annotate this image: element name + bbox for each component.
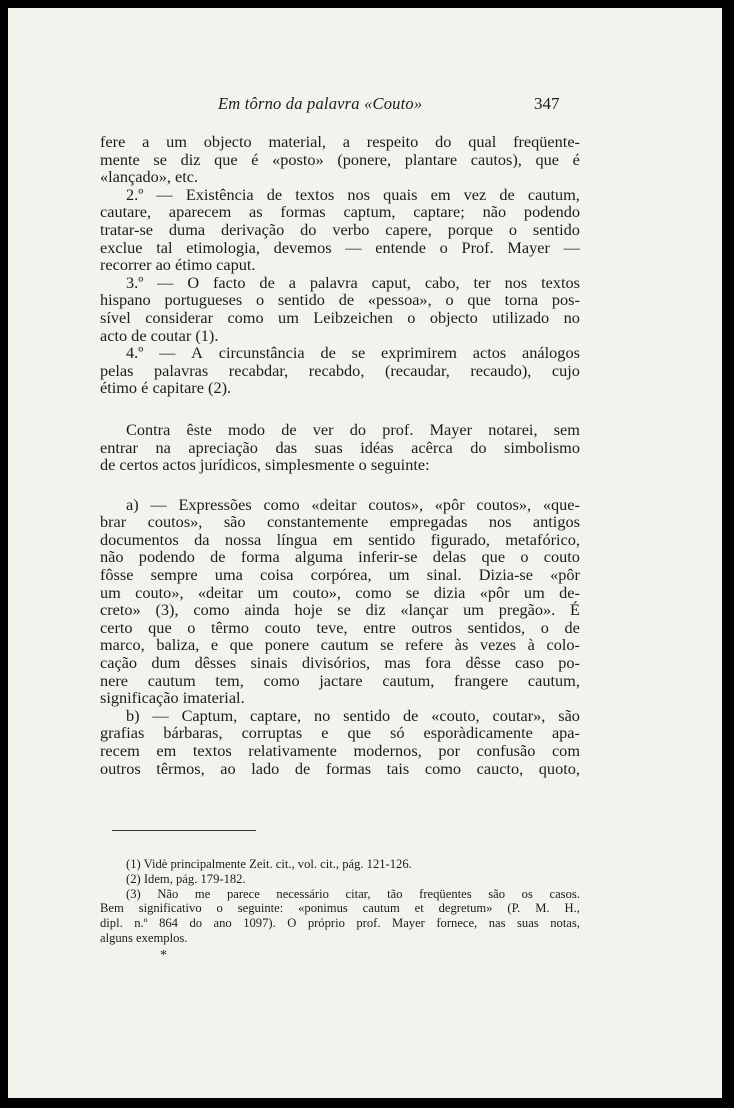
text-line: «lançado», etc.: [100, 167, 199, 187]
footnote-rule: [112, 830, 256, 831]
text-line: exclue tal etimologia, devemos — entende o Prof. Mayer —: [100, 237, 580, 257]
footnote-line: Bem significativo o seguinte: «ponimus cautum et degretum» (P. M. H.,: [100, 901, 580, 916]
footnotes: [100, 857, 580, 946]
footnote-line: (1) Vidè principalmente Zeit. cit., vol. cit., pág. 121-126.: [126, 857, 412, 871]
text-line: documentos da nossa língua em sentido figurado, metafórico,: [100, 529, 580, 549]
running-title: Em tôrno da palavra «Couto»: [218, 94, 423, 113]
text-line: cação dum dêsses sinais divisórios, mas fora dêsse caso po-: [100, 653, 580, 673]
text-line: 4.º — A circunstância de se exprimirem actos análogos: [126, 343, 580, 363]
text-line: certo que o têrmo couto teve, entre outros sentidos, o de: [100, 617, 580, 637]
page-number: 347: [534, 94, 560, 113]
text-line: cautare, aparecem as formas captum, captare; não podendo: [100, 202, 580, 222]
text-line: tratar-se duma derivação do verbo capere, porque o sentido: [100, 219, 580, 239]
text-line: entrar na apreciação das suas idéas acêrca do simbolismo: [100, 437, 580, 457]
text-line: de certos actos jurídicos, simplesmente o seguinte:: [100, 455, 430, 475]
text-line: 2.º — Existência de textos nos quais em vez de cautum,: [126, 184, 580, 204]
text-line: étimo é capitare (2).: [100, 378, 232, 398]
text-line: grafias bárbaras, corruptas e que só esporàdicamente apa-: [100, 723, 580, 743]
text-line: recem em textos relativamente modernos, por confusão com: [100, 741, 580, 760]
text-line: fôsse sempre uma coisa corpórea, um sinal. Dizia-se «pôr: [100, 565, 580, 585]
text-line: hispano portugueses o sentido de «pessoa», o que torna pos-: [100, 290, 580, 310]
text-line: b) — Captum, captare, no sentido de «couto, coutar», são: [126, 705, 580, 725]
text-line: creto» (3), como ainda hoje se diz «lançar um pregão». É: [100, 600, 580, 620]
asterisk-mark: *: [160, 948, 167, 963]
footnote-line: alguns exemplos.: [100, 930, 188, 945]
text-line: a) — Expressões como «deitar coutos», «pôr coutos», «que-: [126, 494, 580, 514]
footnote-line: (2) Idem, pág. 179-182.: [126, 871, 246, 886]
text-line: marco, baliza, e que ponere cautum se refere às vezes à colo-: [100, 635, 580, 655]
text-line: nere cautum tem, como jactare cautum, frangere cautum,: [100, 670, 580, 690]
body-text: [100, 133, 580, 777]
book-page: [8, 8, 722, 1098]
text-line: fere a um objecto material, a respeito do qual freqüente-: [100, 132, 580, 151]
footnote-line: dipl. n.º 864 do ano 1097). O próprio prof. Mayer fornece, nas suas notas,: [100, 916, 580, 931]
text-line: pelas palavras recabdar, recabdo, (recaudar, recaudo), cujo: [100, 360, 580, 380]
text-line: recorrer ao étimo caput.: [100, 255, 256, 275]
footnote-line: (3) Não me parece necessário citar, tão freqüentes são os casos.: [126, 886, 580, 901]
text-line: 3.º — O facto de a palavra caput, cabo, ter nos textos: [126, 272, 580, 292]
running-head: [8, 94, 722, 118]
text-line: brar coutos», são constantemente empregadas nos antigos: [100, 512, 580, 532]
text-line: um couto», «deitar um couto», como se dizia «pôr um de-: [100, 582, 580, 602]
text-line: Contra êste modo de ver do prof. Mayer notarei, sem: [126, 419, 580, 439]
text-line: não podendo de forma alguma inferir-se delas que o couto: [100, 547, 580, 567]
text-line: sível considerar como um Leibzeichen o objecto utilizado no: [100, 307, 580, 327]
text-line: mente se diz que é «posto» (ponere, plantare cautos), que é: [100, 149, 580, 169]
text-line: acto de coutar (1).: [100, 325, 219, 345]
text-line: significação imaterial.: [100, 688, 245, 708]
text-line: outros têrmos, ao lado de formas tais como caucto, quoto,: [100, 758, 580, 778]
